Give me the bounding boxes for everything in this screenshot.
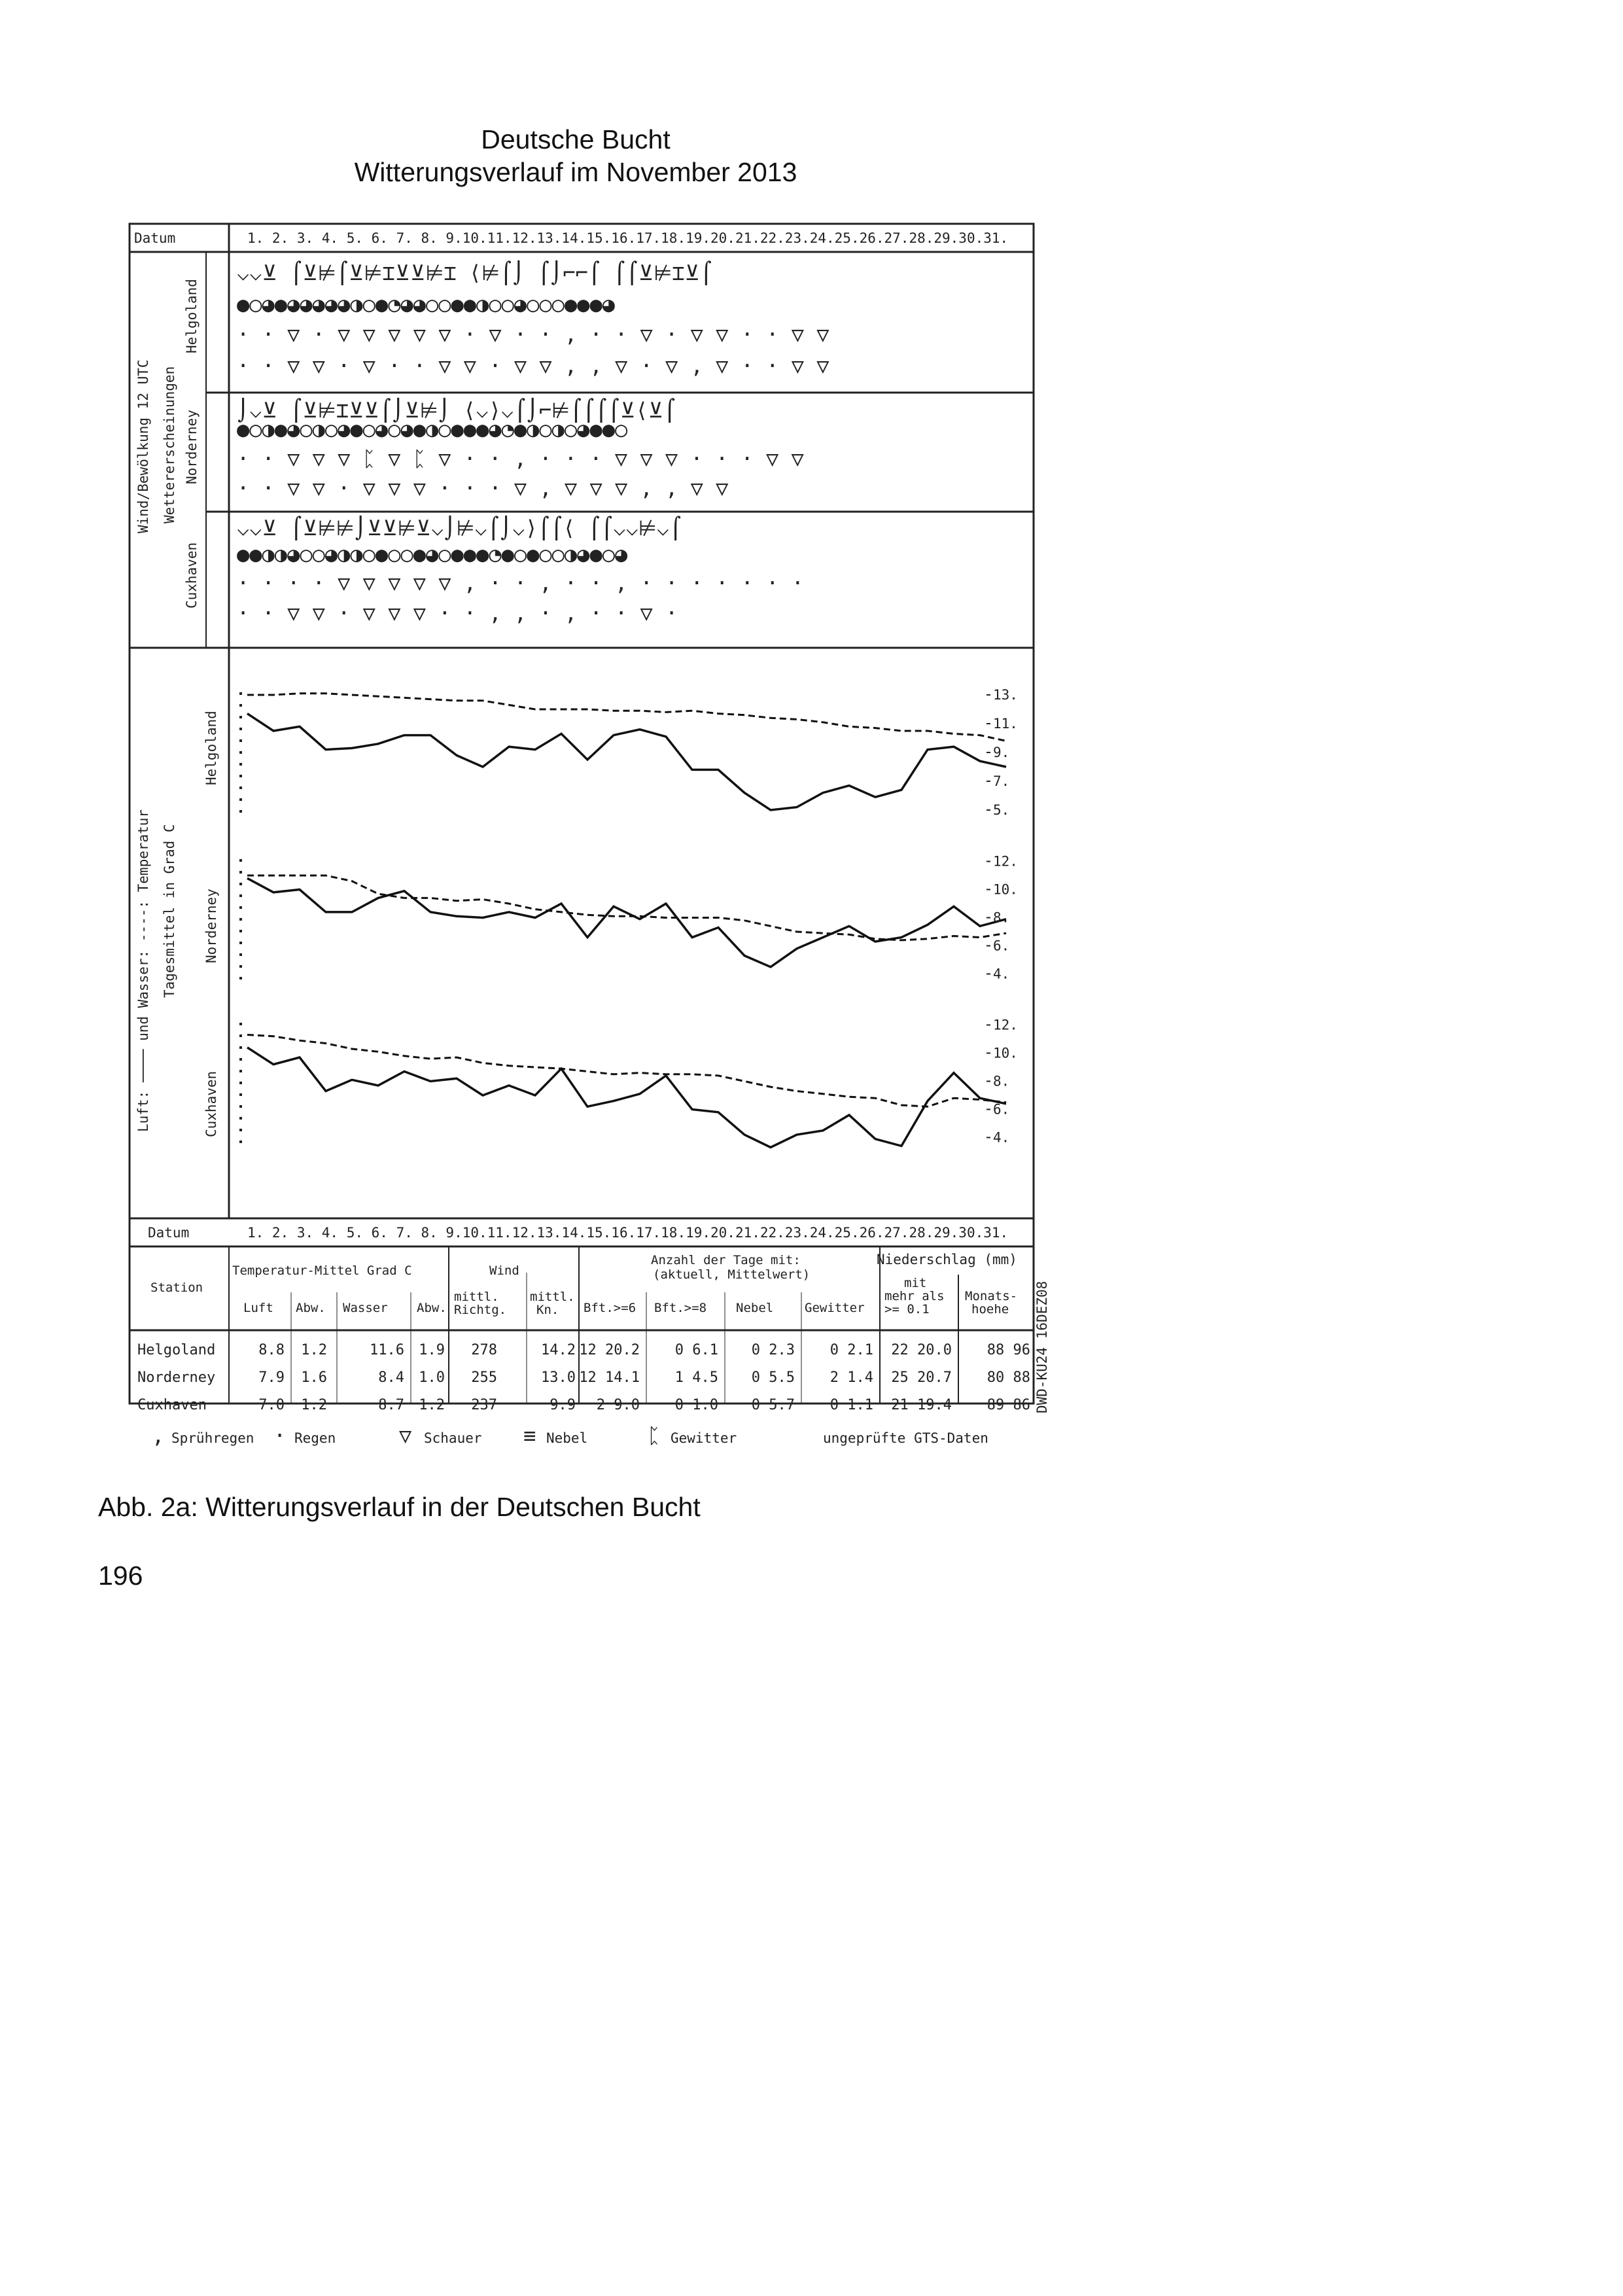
cloud-row-norderney: ●○◑●◕○◑○◕●○◕○◕●◑○●●●◕◔●◑○◑○◕●●○ <box>237 417 628 442</box>
temperature-plots <box>239 687 1018 1148</box>
weather-row1-helgoland: · · ▽ · ▽ ▽ ▽ ▽ ▽ · ▽ · · , · · ▽ · ▽ ▽ · · ▽ ▽ <box>237 322 829 347</box>
table-header-wind-group: Wind <box>489 1263 519 1278</box>
weather-row2-helgoland: · · ▽ ▽ · ▽ · · ▽ ▽ · ▽ ▽ , , ▽ · ▽ , ▽ · · ▽ ▽ <box>237 353 829 378</box>
legend-gewitter-symbol: ᛈ <box>648 1423 661 1448</box>
axis-dot <box>239 906 242 909</box>
y-tick-label: 6. <box>993 1101 1010 1118</box>
chart-title: Deutsche Bucht <box>481 124 671 154</box>
table-header-mehr-als: mehr als <box>884 1289 945 1303</box>
table-header-mit: mit <box>904 1276 927 1290</box>
y-tick-label: 4. <box>993 966 1010 982</box>
legend-nebel-symbol: ≡ <box>523 1423 536 1448</box>
axis-dot <box>239 1082 242 1084</box>
table-cell: 1.6 <box>301 1369 327 1386</box>
axis-dot <box>239 763 242 766</box>
axis-dot <box>239 942 242 944</box>
table-cell: 8.7 <box>378 1397 404 1413</box>
table-cell: 8.4 <box>378 1369 404 1386</box>
axis-dot <box>239 965 242 968</box>
y-tick-label: 6. <box>993 938 1010 954</box>
weather-row1-norderney: · · ▽ ▽ ▽ ᛈ ▽ ᛈ ▽ · · , · · · ▽ ▽ ▽ · · · ▽ ▽ <box>237 446 804 471</box>
y-tick-label: 10. <box>993 1045 1018 1061</box>
table-header-mittl-richtg: mittl. <box>454 1290 499 1304</box>
table-header-wasser: Wasser <box>343 1301 388 1315</box>
axis-dot <box>239 1070 242 1072</box>
station-label-helgoland-top: Helgoland <box>184 279 200 353</box>
table-cell: 0 5.5 <box>751 1369 795 1386</box>
table-cell: 1.0 <box>419 1369 445 1386</box>
date-row-bottom: 1. 2. 3. 4. 5. 6. 7. 8. 9.10.11.12.13.14.15.16.17.18.19.20.21.22.23.24.25.26.27.28.29.30.31. <box>247 1225 1009 1241</box>
table-header-bft6: Bft.>=6 <box>584 1301 637 1315</box>
cloud-row-cuxhaven: ●●◑◑◕○○◕◑◑○●○○●◕○●●●◔●○●○○◑◕●○◕ <box>237 542 628 567</box>
y-tick-label: 10. <box>993 881 1018 898</box>
y-tick-label: 9. <box>993 745 1010 760</box>
table-cell: 237 <box>471 1397 497 1413</box>
table-header-luft: Luft <box>243 1301 273 1315</box>
wind-row-norderney: ⌡⌵⊻ ⌠⊻⊭⌶⊻⊻⌠⌡⊻⊭⌡ ⟨⌵⟩⌵⌠⌡⌐⊭⌠⌠⌠⌠⊻⟨⊻⌠ <box>237 398 676 423</box>
table-cell: 14.2 <box>541 1342 576 1358</box>
axis-dot <box>239 1046 242 1049</box>
y-tick-label: 11. <box>993 716 1018 732</box>
table-header-mittl-kn: mittl. <box>530 1290 575 1304</box>
figure-caption: Abb. 2a: Witterungsverlauf in der Deutschen Bucht <box>98 1492 701 1522</box>
temp-series-helgoland-luft <box>247 714 1006 810</box>
table-cell: 0 2.3 <box>751 1342 795 1358</box>
y-tick-label: 5. <box>993 802 1010 818</box>
y-tick-label: 12. <box>993 853 1018 870</box>
temperature-unit-label: Tagesmittel in Grad C <box>162 824 177 998</box>
table-cell: 1.2 <box>419 1397 445 1413</box>
table-cell-station: Cuxhaven <box>137 1397 207 1413</box>
station-label-helgoland-temp: Helgoland <box>203 711 219 785</box>
wind-row-helgoland: ⌵⌵⊻ ⌠⊻⊭⌠⊻⊭⌶⊻⊻⊭⌶ ⟨⊭⌠⌡ ⌠⌡⌐⌐⌠ ⌠⌠⊻⊭⌶⊻⌠ <box>237 260 713 285</box>
legend-schauer: Schauer <box>424 1430 482 1446</box>
table-cell: 89 86 <box>986 1397 1030 1413</box>
wind-row-cuxhaven: ⌵⌵⊻ ⌠⊻⊭⊭⌡⊻⊻⊭⊻⌵⌡⊭⌵⌠⌡⌵⟩⌠⌠⟨ ⌠⌠⌵⌵⊭⌵⌠ <box>237 516 682 540</box>
axis-dot <box>239 704 242 707</box>
temperature-axis-label: Luft: ──── und Wasser: ----: Temperatur <box>135 809 151 1132</box>
table-cell: 0 6.1 <box>674 1342 718 1358</box>
table-header-kn: Kn. <box>536 1303 559 1317</box>
table-header-abw: Abw. <box>296 1301 326 1315</box>
table-cell: 21 19.4 <box>891 1397 952 1413</box>
table-header-monats: Monats- <box>965 1289 1018 1303</box>
station-label-norderney-top: Norderney <box>184 410 200 484</box>
axis-dot <box>239 1140 242 1143</box>
table-cell: 12 14.1 <box>579 1369 640 1386</box>
y-tick-label: 8. <box>993 910 1010 926</box>
axis-dot <box>239 751 242 754</box>
weather-row2-norderney: · · ▽ ▽ · ▽ ▽ ▽ · · · ▽ , ▽ ▽ ▽ , , ▽ ▽ <box>237 476 729 501</box>
axis-dot <box>239 1058 242 1061</box>
axis-dot <box>239 716 242 718</box>
table-header-days-group: Anzahl der Tage mit: <box>651 1253 801 1267</box>
legend-spruehregen: Sprühregen <box>171 1430 254 1446</box>
table-header-nebel: Nebel <box>736 1301 774 1315</box>
axis-dot <box>239 728 242 730</box>
axis-dot <box>239 977 242 980</box>
table-cell: 80 88 <box>986 1369 1030 1386</box>
axis-dot <box>239 810 242 813</box>
wind-axis-label: Wind/Bewölkung 12 UTC <box>135 359 151 533</box>
legend-note: ungeprüfte GTS-Daten <box>823 1430 988 1446</box>
table-cell: 9.9 <box>550 1397 576 1413</box>
table-cell: 0 1.0 <box>674 1397 718 1413</box>
axis-dot <box>239 1034 242 1037</box>
table-cell: 1.2 <box>301 1397 327 1413</box>
table-header-bft8: Bft.>=8 <box>654 1301 707 1315</box>
table-cell-station: Norderney <box>137 1369 216 1386</box>
axis-dot <box>239 953 242 956</box>
datum-label-bottom: Datum <box>148 1225 190 1241</box>
temp-series-norderney-luft <box>247 878 1006 967</box>
y-tick-label: 13. <box>993 687 1018 703</box>
axis-dot <box>239 894 242 897</box>
table-header-temp-group: Temperatur-Mittel Grad C <box>232 1263 412 1278</box>
legend-schauer-symbol: ▽ <box>399 1423 412 1448</box>
y-tick-label: 8. <box>993 1073 1010 1089</box>
weather-axis-label: Wettererscheinungen <box>162 366 177 523</box>
date-row-top: 1. 2. 3. 4. 5. 6. 7. 8. 9.10.11.12.13.14.15.16.17.18.19.20.21.22.23.24.25.26.27.28.29.30.31. <box>247 230 1009 246</box>
axis-dot <box>239 1023 242 1025</box>
table-cell: 25 20.7 <box>891 1369 952 1386</box>
table-header-hoehe: hoehe <box>971 1302 1009 1316</box>
table-header-gewitter: Gewitter <box>805 1301 865 1315</box>
table-header-abw-wasser: Abw. <box>417 1301 447 1315</box>
axis-dot <box>239 859 242 862</box>
table-header-days-sub: (aktuell, Mittelwert) <box>653 1267 811 1282</box>
temp-series-cuxhaven-luft <box>247 1048 1006 1148</box>
table-header-richtg: Richtg. <box>454 1303 507 1317</box>
table-cell: 278 <box>471 1342 497 1358</box>
y-tick-label: 4. <box>993 1129 1010 1146</box>
legend-regen: Regen <box>294 1430 336 1446</box>
table-cell: 0 2.1 <box>829 1342 873 1358</box>
axis-dot <box>239 871 242 874</box>
table-cell: 88 96 <box>986 1342 1030 1358</box>
y-tick-label: 7. <box>993 773 1010 789</box>
document-code: DWD-KU24 16DEZ08 <box>1034 1280 1050 1413</box>
y-tick-label: 12. <box>993 1017 1018 1033</box>
axis-dot <box>239 739 242 742</box>
weather-row2-cuxhaven: · · ▽ ▽ · ▽ ▽ ▽ · · , , · , · · ▽ · <box>237 601 678 626</box>
table-cell: 7.9 <box>258 1369 285 1386</box>
table-header-ge01: >= 0.1 <box>884 1302 930 1316</box>
page-number: 196 <box>98 1561 143 1591</box>
axis-dot <box>239 883 242 885</box>
axis-dot <box>239 775 242 777</box>
table-cell: 22 20.0 <box>891 1342 952 1358</box>
axis-dot <box>239 1117 242 1120</box>
station-label-cuxhaven-top: Cuxhaven <box>184 542 200 609</box>
axis-dot <box>239 786 242 789</box>
legend-nebel: Nebel <box>546 1430 588 1446</box>
temp-series-cuxhaven-wasser <box>247 1035 1006 1107</box>
table-cell: 13.0 <box>541 1369 576 1386</box>
temp-series-helgoland-wasser <box>247 694 1006 741</box>
table-cell: 12 20.2 <box>579 1342 640 1358</box>
legend-spruehregen-symbol: , <box>152 1423 165 1448</box>
axis-dot <box>239 1129 242 1131</box>
station-label-norderney-temp: Norderney <box>203 889 219 963</box>
chart-subtitle: Witterungsverlauf im November 2013 <box>354 157 797 187</box>
table-cell: 7.0 <box>258 1397 285 1413</box>
axis-dot <box>239 1105 242 1108</box>
table-cell: 1.9 <box>419 1342 445 1358</box>
datum-label-top: Datum <box>134 230 176 246</box>
cloud-row-helgoland: ●○◕●◕◕◕◕◕◑○●◔◕◕○○●●◑○○◕○○○●●●◕ <box>237 292 615 317</box>
table-cell: 8.8 <box>258 1342 285 1358</box>
table-cell: 0 5.7 <box>751 1397 795 1413</box>
table-cell: 255 <box>471 1369 497 1386</box>
table-cell: 1.2 <box>301 1342 327 1358</box>
axis-dot <box>239 918 242 921</box>
axis-dot <box>239 692 242 695</box>
table-cell-station: Helgoland <box>137 1342 216 1358</box>
legend-regen-symbol: · <box>273 1423 287 1448</box>
legend-gewitter: Gewitter <box>671 1430 737 1446</box>
table-header-station: Station <box>150 1280 203 1295</box>
table-cell: 2 1.4 <box>829 1369 873 1386</box>
weather-row1-cuxhaven: · · · · ▽ ▽ ▽ ▽ ▽ , · · , · · , · · · · · · · <box>237 571 804 595</box>
table-cell: 1 4.5 <box>674 1369 718 1386</box>
axis-dot <box>239 930 242 932</box>
table-cell: 0 1.1 <box>829 1397 873 1413</box>
station-label-cuxhaven-temp: Cuxhaven <box>203 1070 219 1137</box>
axis-dot <box>239 798 242 801</box>
axis-dot <box>239 1093 242 1096</box>
table-cell: 11.6 <box>370 1342 404 1358</box>
table-cell: 2 9.0 <box>596 1397 640 1413</box>
table-header-precip-group: Niederschlag (mm) <box>877 1252 1017 1267</box>
